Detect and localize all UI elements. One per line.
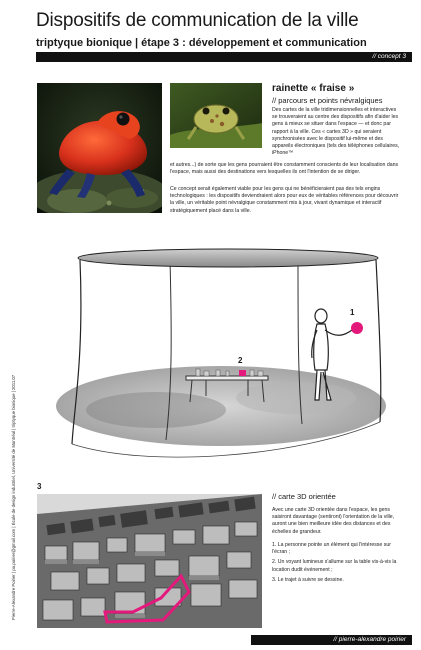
- city-map-3d-photo: [37, 494, 262, 628]
- illustration-label-1: 1: [350, 308, 355, 317]
- author-footer-bar: // pierre-alexandre poirier: [251, 635, 412, 645]
- small-frog-photo: [170, 83, 262, 148]
- section-title: rainette « fraise »: [272, 83, 355, 94]
- section-paragraph-2: Ce concept serait également viable pour les gens qui ne bénéficieraient pas des tels engins technologiques : les dispositifs deviendraient alors pour eux de véritables références pour découvrir la ville, un véritable point névralgique constamment mis à jour, vivant dynamique et interactif stratégiquement placé dans la ville.: [170, 186, 399, 214]
- section-paragraph-1a: Des cartes de la ville tridimensionnelles et interactives se trouveraient au centre des dispositifs afin d'aider les gens à mieux se situer dans l'espace — et donc par rapport à la ville. Ces « cartes 3D » qui seraient synchronisées avec le dispositif lui-même et des appareils électroniques (tels des téléphones cellulaires, iPhone™: [272, 107, 400, 157]
- strawberry-frog-photo: [37, 83, 162, 213]
- map-step-3: 3. Le trajet à suivre se dessine.: [272, 576, 344, 583]
- device-illustration: [36, 238, 404, 480]
- section-subtitle: // parcours et points névralgiques: [272, 96, 383, 105]
- vertical-credit: Pierre-Alexandre Poirier | pa.poirier@gmail.com | École de design industriel, Université de Montréal | triptyque bionique | 2011.07: [11, 374, 16, 620]
- page-subtitle: triptyque bionique | étape 3 : développement et communication: [36, 37, 367, 49]
- page-title: Dispositifs de communication de la ville: [36, 10, 359, 31]
- map-section-subtitle: // carte 3D orientée: [272, 492, 336, 501]
- map-steps-list: [272, 542, 400, 587]
- map-step-1: 1. La personne pointe un élément qui l'intéresse sur l'écran ;: [272, 542, 391, 556]
- map-number-label: 3: [37, 482, 42, 491]
- section-paragraph-1b: et autres...) de sorte que les gens pourraient être constamment conscients de leur localisation dans l'espace, mais aussi des destinations vers lesquelles ils ont l'intention de se diriger.: [170, 162, 399, 176]
- map-section-intro: Avec une carte 3D orientée dans l'espace, les gens saisiront davantage (sentiront) l'orientation de la ville, auront une bien meilleure idée des distances et des échelles de grandeur.: [272, 507, 395, 535]
- concept-tag-bar: // concept 3: [36, 52, 412, 62]
- illustration-label-2: 2: [238, 356, 243, 365]
- map-step-2: 2. Un voyant lumineux s'allume sur la table vis-à-vis la location dudit événement ;: [272, 559, 397, 573]
